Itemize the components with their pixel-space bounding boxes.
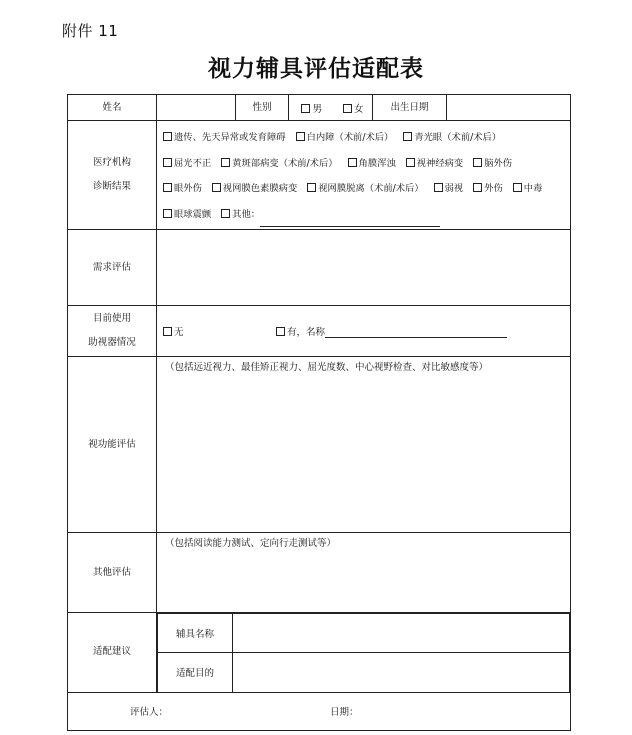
female-option[interactable]: 女 (335, 95, 373, 121)
checkbox[interactable] (296, 132, 305, 141)
fitting-subtable (157, 613, 570, 692)
signature-row (68, 692, 571, 730)
current-device-label: 目前使用 助视器情况 (68, 306, 157, 357)
checkbox[interactable] (163, 209, 172, 218)
checkbox[interactable] (212, 183, 221, 192)
other-eval-label: 其他评估 (68, 533, 157, 613)
attachment-number: 附件 11 (62, 22, 119, 40)
checkbox[interactable] (163, 132, 172, 141)
checkbox[interactable] (513, 183, 522, 192)
device-name-line[interactable] (325, 337, 507, 338)
needs-label: 需求评估 (68, 230, 157, 306)
diag-option[interactable]: 屈光不正 (163, 158, 211, 169)
name-label: 姓名 (68, 95, 157, 121)
assessment-form (67, 94, 571, 731)
date-label: 日期： (330, 707, 359, 718)
diag-option[interactable]: 角膜浑浊 (348, 158, 396, 169)
checkbox[interactable] (221, 158, 230, 167)
other-input-line[interactable] (260, 226, 440, 227)
diag-option[interactable]: 眼球震颤 (163, 209, 211, 220)
checkbox[interactable] (406, 158, 415, 167)
device-none-option[interactable]: 无 (163, 324, 273, 338)
male-checkbox[interactable] (301, 104, 310, 113)
visual-function-label: 视功能评估 (68, 357, 157, 533)
diag-option[interactable]: 青光眼（术前/术后） (403, 132, 501, 143)
fitting-label: 适配建议 (68, 613, 157, 693)
device-name-label: 辅具名称 (158, 614, 233, 653)
device-name-field[interactable] (233, 614, 570, 653)
checkbox[interactable] (348, 158, 357, 167)
checkbox[interactable] (473, 183, 482, 192)
diag-option[interactable]: 脑外伤 (473, 158, 512, 169)
diag-option[interactable]: 遗传、先天异常或发育障碍 (163, 132, 286, 143)
device-has-option[interactable]: 有，名称 (276, 327, 507, 338)
diag-option[interactable]: 视网膜脱离（术前/术后） (307, 183, 423, 194)
assessor-label: 评估人： (130, 707, 169, 718)
page-title: 视力辅具评估适配表 (208, 55, 424, 82)
checkbox[interactable] (434, 183, 443, 192)
checkbox[interactable] (473, 158, 482, 167)
checkbox[interactable] (163, 158, 172, 167)
needs-field[interactable] (157, 230, 571, 306)
checkbox[interactable] (221, 209, 230, 218)
female-checkbox[interactable] (343, 104, 352, 113)
birth-date-field[interactable] (447, 95, 571, 121)
diag-option[interactable]: 外伤 (473, 183, 503, 194)
current-device-options (157, 306, 571, 357)
diagnosis-label: 医疗机构 诊断结果 (68, 121, 157, 230)
diag-option[interactable]: 黄斑部病变（术前/术后） (221, 158, 337, 169)
purpose-field[interactable] (233, 653, 570, 692)
diag-option[interactable]: 弱视 (434, 183, 464, 194)
checkbox[interactable] (403, 132, 412, 141)
checkbox[interactable] (276, 327, 285, 336)
visual-function-field[interactable]: （包括远近视力、最佳矫正视力、屈光度数、中心视野检查、对比敏感度等） (157, 357, 571, 533)
checkbox[interactable] (163, 183, 172, 192)
male-option[interactable]: 男 (289, 95, 335, 121)
birth-date-label: 出生日期 (373, 95, 447, 121)
diag-option[interactable]: 视网膜色素膜病变 (212, 183, 297, 194)
purpose-label: 适配目的 (158, 653, 233, 692)
gender-label: 性别 (236, 95, 289, 121)
checkbox[interactable] (307, 183, 316, 192)
diag-option[interactable]: 眼外伤 (163, 183, 202, 194)
checkbox[interactable] (163, 327, 172, 336)
fitting-subtable-cell (157, 613, 571, 693)
other-eval-field[interactable]: （包括阅读能力测试、定向行走测试等） (157, 533, 571, 613)
diag-option-other[interactable]: 其他： (221, 209, 440, 220)
diag-option[interactable]: 视神经病变 (406, 158, 464, 169)
diagnosis-options (157, 121, 571, 230)
diag-option[interactable]: 中毒 (513, 183, 543, 194)
name-field[interactable] (157, 95, 236, 121)
diag-option[interactable]: 白内障（术前/术后） (296, 132, 394, 143)
